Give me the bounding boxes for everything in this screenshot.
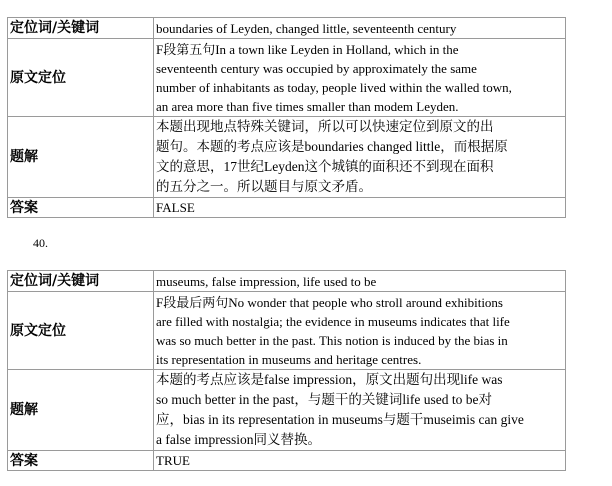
locate-line: F段第五句In a town like Leyden in Holland, which in the: [156, 41, 459, 57]
answer-value: FALSE: [154, 198, 566, 218]
explain-text: [154, 370, 566, 451]
locate-line: are filled with nostalgia; the evidence in museums indicates that life: [156, 313, 510, 329]
locate-label: 原文定位: [8, 292, 154, 370]
explain-line: so much better in the past，与题干的关键词life used to be对: [156, 392, 492, 407]
locate-row: [8, 39, 566, 117]
question-number: 40.: [33, 236, 48, 250]
explain-line: a false impression同义替换。: [156, 432, 321, 447]
locate-line: was so much better in the past. This notion is induced by the bias in: [156, 332, 508, 348]
explain-label: 题解: [8, 370, 154, 451]
explain-line: 本题出现地点特殊关键词，所以可以快速定位到原文的出: [156, 119, 494, 134]
locate-text: [154, 39, 566, 117]
question-40-table: [7, 270, 566, 471]
locate-line: seventeenth century was occupied by approximately the same: [156, 60, 477, 76]
answer-row: [8, 198, 566, 218]
answer-row: [8, 451, 566, 471]
keywords-label: 定位词/关键词: [8, 271, 154, 292]
explain-line: 本题的考点应该是false impression，原文出题句出现life was: [156, 372, 503, 387]
locate-line: its representation in museums and heritage centres.: [156, 351, 422, 367]
explain-row: [8, 117, 566, 198]
keywords-row: [8, 18, 566, 39]
question-39-table: [7, 17, 566, 218]
locate-label: 原文定位: [8, 39, 154, 117]
locate-line: F段最后两句No wonder that people who stroll around exhibitions: [156, 294, 503, 310]
locate-line: number of inhabitants as today, people lived within the walled town,: [156, 79, 512, 95]
explain-text: [154, 117, 566, 198]
answer-label: 答案: [8, 451, 154, 471]
explain-row: [8, 370, 566, 451]
explain-line: 文的意思，17世纪Leyden这个城镇的面积还不到现在面积: [156, 159, 494, 174]
locate-row: [8, 292, 566, 370]
locate-text: [154, 292, 566, 370]
explain-line: 的五分之一。所以题目与原文矛盾。: [156, 179, 372, 194]
keywords-label: 定位词/关键词: [8, 18, 154, 39]
keywords-value: boundaries of Leyden, changed little, seventeenth century: [154, 18, 566, 39]
explain-line: 应，bias in its representation in museums与题干museimis can give: [156, 412, 524, 427]
locate-line: an area more than five times smaller than modem Leyden.: [156, 98, 459, 114]
explain-line: 题句。本题的考点应该是boundaries changed little，而根据原: [156, 139, 508, 154]
answer-value: TRUE: [154, 451, 566, 471]
keywords-row: [8, 271, 566, 292]
answer-label: 答案: [8, 198, 154, 218]
explain-label: 题解: [8, 117, 154, 198]
keywords-value: museums, false impression, life used to be: [154, 271, 566, 292]
